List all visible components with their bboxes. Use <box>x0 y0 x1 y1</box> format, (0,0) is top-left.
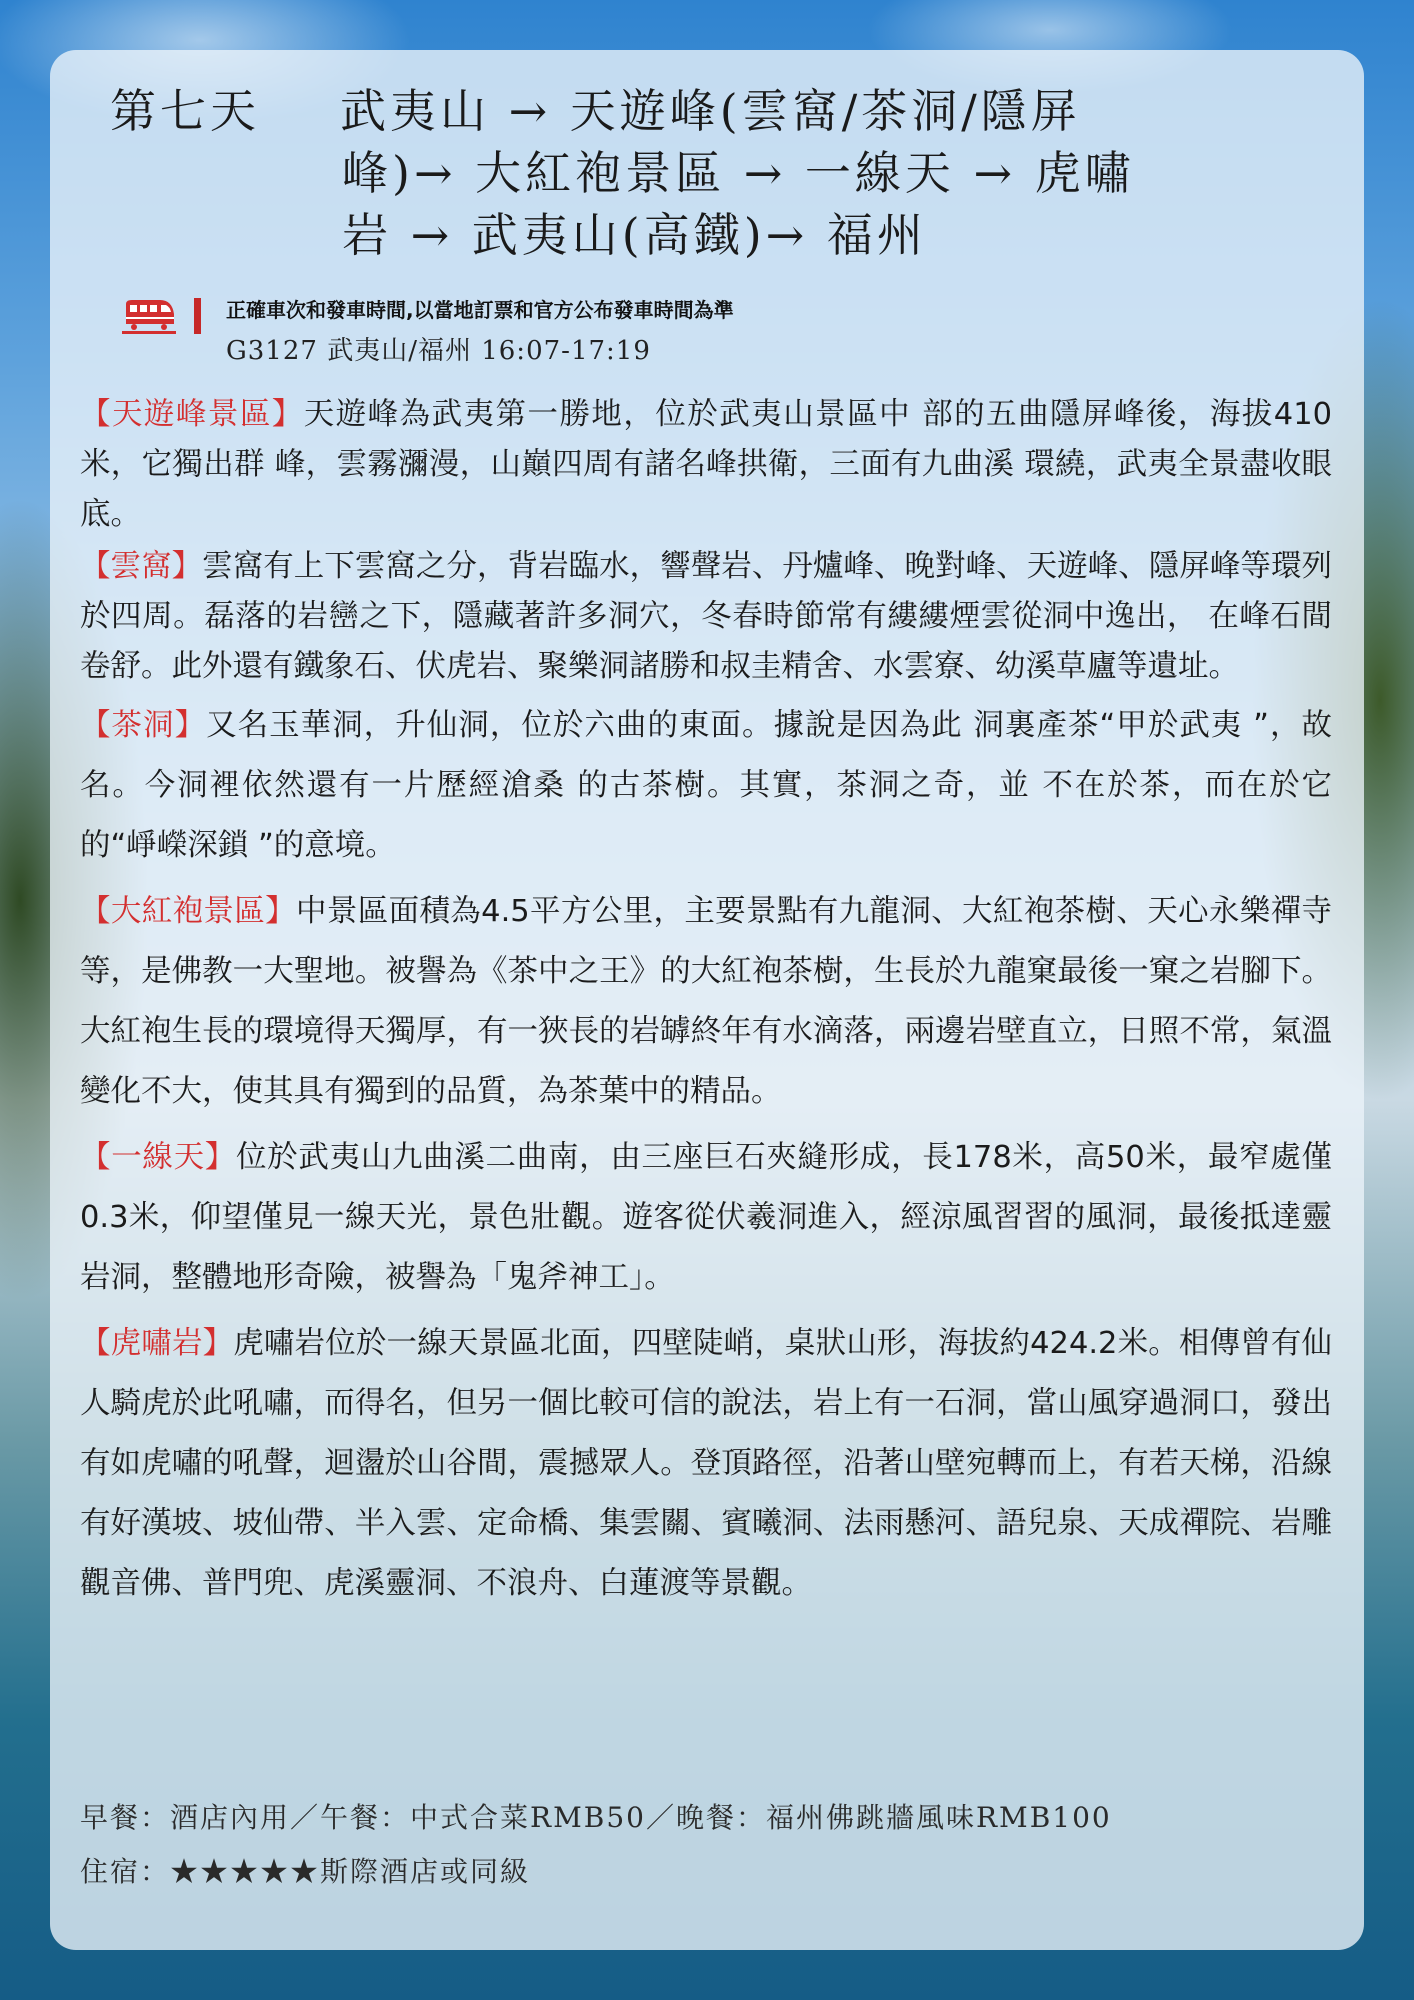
hotel-info <box>80 1850 530 1890</box>
schedule-notice: 正確車次和發車時間,以當地訂票和官方公布發車時間為準 <box>226 298 734 322</box>
hotel-name: 斯際酒店或同級 <box>320 1855 531 1888</box>
section-text: 又名玉華洞，升仙洞，位於六曲的東面。據說是因為此 洞裏產茶“甲於武夷 ”，故名。今洞裡依然還有一片歷經滄桑 的古茶樹。其實，茶洞之奇，並 不在於茶，而在於它的“崢嶸深鎖 ”的意境。 <box>80 708 1333 863</box>
train-icon <box>120 296 176 336</box>
section-title: 【茶洞】 <box>80 708 207 743</box>
section-yixiantian <box>80 1128 1332 1308</box>
section-text: 中景區面積為4.5平方公里，主要景點有九龍洞、大紅袍茶樹、天心永樂禪寺等，是佛教一大聖地。被譽為《茶中之王》的大紅袍茶樹，生長於九龍窠最後一窠之岩腳下。大紅袍生長的環境得天獨厚，有一狹長的岩罅終年有水滴落，兩邊岩壁直立，日照不常，氣溫變化不大，使其具有獨到的品質，為茶葉中的精品。 <box>80 894 1332 1109</box>
title-line-1: 武夷山 → 天遊峰(雲窩/茶洞/隱屏 <box>340 84 1081 138</box>
train-schedule: G3127 武夷山/福州 16:07-17:19 <box>226 336 651 366</box>
accent-bar <box>194 298 201 334</box>
title-line-2: 峰)→ 大紅袍景區 → 一線天 → 虎嘯 <box>342 146 1135 200</box>
section-title: 【虎嘯岩】 <box>80 1326 234 1361</box>
section-title: 【天遊峰景區】 <box>80 397 304 432</box>
section-title: 【一線天】 <box>80 1140 236 1175</box>
section-chadong <box>80 696 1332 876</box>
page-title <box>110 80 1330 266</box>
section-huxiaoyan <box>80 1314 1332 1614</box>
section-tianyoufeng <box>80 390 1332 540</box>
section-yunwo <box>80 542 1332 692</box>
meals-info: 早餐：酒店內用／午餐：中式合菜RMB50／晚餐：福州佛跳牆風味RMB100 <box>80 1801 1112 1834</box>
title-line-3: 岩 → 武夷山(高鐵)→ 福州 <box>342 208 927 262</box>
day-label: 第七天 <box>110 84 260 138</box>
itinerary-content <box>80 390 1332 1614</box>
section-title: 【雲窩】 <box>80 549 203 584</box>
section-title: 【大紅袍景區】 <box>80 894 297 929</box>
section-dahongpao <box>80 882 1332 1122</box>
train-info <box>120 290 1270 370</box>
section-text: 雲窩有上下雲窩之分，背岩臨水，響聲岩、丹爐峰、晚對峰、天遊峰、隱屏峰等環列於四周。磊落的岩巒之下，隱藏著許多洞穴，冬春時節常有縷縷煙雲從洞中逸出， 在峰石間卷舒。此外還有鐵象石、伏虎岩、聚樂洞諸勝和叔圭精舍、水雲寮、幼溪草廬等遺址。 <box>80 549 1333 684</box>
section-text: 位於武夷山九曲溪二曲南，由三座巨石夾縫形成，長178米，高50米，最窄處僅0.3米，仰望僅見一線天光，景色壯觀。遊客從伏羲洞進入，經涼風習習的風洞，最後抵達靈岩洞，整體地形奇險，被譽為「鬼斧神工」。 <box>80 1140 1332 1295</box>
section-text: 虎嘯岩位於一線天景區北面，四壁陡峭，桌狀山形，海拔約424.2米。相傳曾有仙人騎虎於此吼嘯，而得名，但另一個比較可信的說法，岩上有一石洞，當山風穿過洞口，發出有如虎嘯的吼聲，迴盪於山谷間，震撼眾人。登頂路徑，沿著山壁宛轉而上，有若天梯，沿線有好漢坡、坡仙帶、半入雲、定命橋、集雲關、賓曦洞、法雨懸河、語兒泉、天成禪院、岩雕觀音佛、普門兜、虎溪靈洞、不浪舟、白蓮渡等景觀。 <box>80 1326 1332 1601</box>
hotel-label: 住宿： <box>80 1855 171 1888</box>
star-rating: ★★★★★ <box>170 1855 321 1888</box>
section-text: 天遊峰為武夷第一勝地，位於武夷山景區中 部的五曲隱屏峰後，海拔410米，它獨出群 峰，雲霧瀰漫，山巔四周有諸名峰拱衛，三面有九曲溪 環繞，武夷全景盡收眼底。 <box>80 397 1332 532</box>
